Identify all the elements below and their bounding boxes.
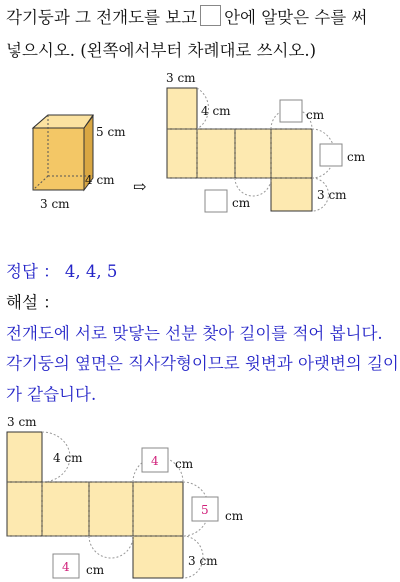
answer-box-3-unit: cm (86, 563, 105, 577)
prism-height-label: 5 cm (96, 125, 126, 139)
question-line-1 (6, 4, 367, 28)
rectangular-prism (33, 115, 93, 190)
answer-blank-icon (200, 5, 221, 26)
net-blank3-unit: cm (232, 196, 251, 210)
answer-label: 정답 (6, 262, 38, 281)
answer-net (7, 432, 209, 578)
net-top-height-label: 4 cm (201, 104, 231, 118)
question-text-part1: 각기둥과 그 전개도를 보고 (6, 8, 198, 27)
net-blank1-unit: cm (306, 108, 325, 122)
explanation-line-3: 가 같습니다. (6, 385, 97, 404)
prism-width-label: 3 cm (40, 197, 70, 211)
answer-value: 4, 4, 5 (64, 262, 118, 281)
answer-net-bottom-height-label: 3 cm (188, 554, 218, 568)
net-blank2-unit: cm (347, 150, 366, 164)
figure-net-answer (0, 410, 400, 582)
explanation-header (6, 289, 60, 313)
answer-box-2-unit: cm (225, 509, 244, 523)
prism-net (167, 88, 334, 211)
answer-net-top-height-label: 4 cm (53, 451, 83, 465)
answer-box-1-value: 4 (151, 454, 159, 468)
explanation-line-2: 각기둥의 옆면은 직사각형이므로 윗변과 아랫변의 길이 (6, 354, 399, 373)
explanation-colon: ： (43, 293, 60, 312)
explanation-label: 해설 (6, 293, 38, 312)
net-blank-2 (320, 144, 342, 166)
prism-depth-label: 4 cm (85, 173, 115, 187)
answer-net-top-width-label: 3 cm (7, 415, 37, 429)
answer-box-2-value: 5 (201, 503, 209, 517)
net-bottom-height-label: 3 cm (317, 188, 347, 202)
arrow-icon: ⇨ (133, 177, 147, 196)
answer-box-3-value: 4 (62, 560, 70, 574)
answer-colon: ： (43, 262, 60, 281)
net-top-width-label: 3 cm (166, 71, 196, 85)
figure-prism-and-net (0, 68, 400, 218)
question-line-2: 넣으시오. (왼쪽에서부터 차례대로 쓰시오.) (6, 41, 317, 60)
question-text-part2: 안에 알맞은 수를 써 (224, 8, 368, 27)
answer-box-1-unit: cm (175, 457, 194, 471)
explanation-line-1: 전개도에 서로 맞닿는 선분 찾아 길이를 적어 봅니다. (6, 324, 383, 343)
net-blank-3 (205, 190, 227, 212)
answer-line (6, 258, 117, 282)
net-blank-1 (280, 100, 302, 122)
